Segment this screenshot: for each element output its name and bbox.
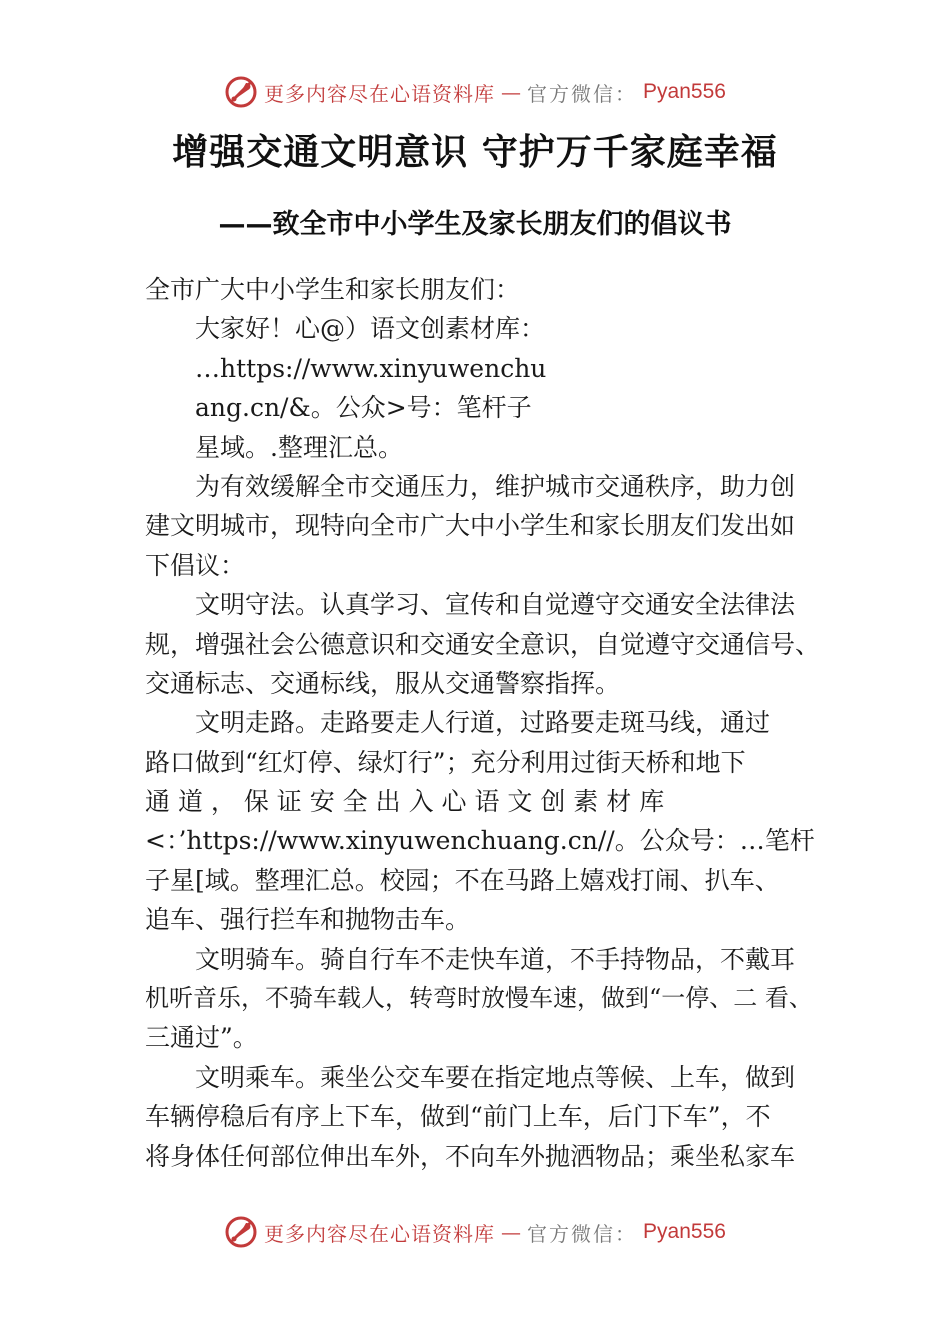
body-line: …https://www.xinyuwenchu [195, 353, 547, 383]
body-line: 建文明城市，现特向全市广大中小学生和家长朋友们发出如 [145, 511, 796, 541]
watermark-separator: — [501, 80, 522, 104]
body-line: 下倡议： [145, 550, 246, 580]
body-line: 子星[域。整理汇总。校园；不在马路上嬉戏打闹、扒车、 [145, 865, 780, 895]
body-line: ang.cn/&。公众>号：笔杆子 [195, 393, 532, 423]
body-line: 文明乘车。乘坐公交车要在指定地点等候、上车，做到 [195, 1062, 796, 1092]
body-line: 通 道 ， 保 证 安 全 出 入 心 语 文 创 素 材 库 [145, 787, 665, 817]
quill-logo-icon [224, 1215, 258, 1249]
quill-logo-icon [224, 75, 258, 109]
body-line: 机听音乐，不骑车载人，转弯时放慢车速，做到“一停、二 看、 [145, 984, 813, 1013]
watermark-text: 更多内容尽在心语资料库 [264, 81, 496, 106]
body-line: 追车、强行拦车和抛物击车。 [145, 905, 471, 935]
watermark-label: 官方微信： [527, 1221, 638, 1246]
body-line: 车辆停稳后有序上下车，做到“前门上车，后门下车”，不 [145, 1102, 771, 1132]
body-line: 路口做到“红灯停、绿灯行”；充分利用过街天桥和地下 [145, 747, 746, 777]
document-subtitle: ——致全市中小学生及家长朋友们的倡议书 [218, 209, 732, 240]
body-line: <：’https://www.xinyuwenchuang.cn//。公众号：…笔杆 [145, 826, 815, 856]
body-line: 交通标志、交通标线，服从交通警察指挥。 [145, 668, 621, 698]
body-line: 大家好！心@）语文创素材库： [195, 314, 546, 344]
body-line: 文明守法。认真学习、宣传和自觉遵守交通安全法律法 [195, 590, 796, 620]
watermark-wechat-id: Pyan556 [643, 80, 726, 103]
watermark-wechat-id: Pyan556 [643, 1220, 726, 1243]
footer-watermark [0, 1210, 950, 1254]
body-line: 为有效缓解全市交通压力，维护城市交通秩序，助力创 [195, 471, 796, 501]
body-line: 文明走路。走路要走人行道，过路要走斑马线，通过 [195, 708, 771, 738]
watermark-text: 更多内容尽在心语资料库 [264, 1221, 496, 1246]
document-body [145, 270, 820, 1176]
watermark-label: 官方微信： [527, 81, 638, 106]
body-line: 文明骑车。骑自行车不走快车道，不手持物品，不戴耳 [195, 944, 796, 974]
header-watermark [0, 70, 950, 114]
body-line: 规，增强社会公德意识和交通安全意识，自觉遵守交通信号、 [145, 629, 821, 659]
watermark-separator: — [501, 1220, 522, 1244]
document-title: 增强交通文明意识 守护万千家庭幸福 [172, 131, 778, 173]
body-line: 三通过”。 [145, 1023, 258, 1053]
salutation: 全市广大中小学生和家长朋友们： [145, 275, 521, 304]
body-line: 将身体任何部位伸出车外，不向车外抛洒物品；乘坐私家车 [145, 1141, 796, 1171]
body-line: 星域。.整理汇总。 [195, 432, 403, 462]
